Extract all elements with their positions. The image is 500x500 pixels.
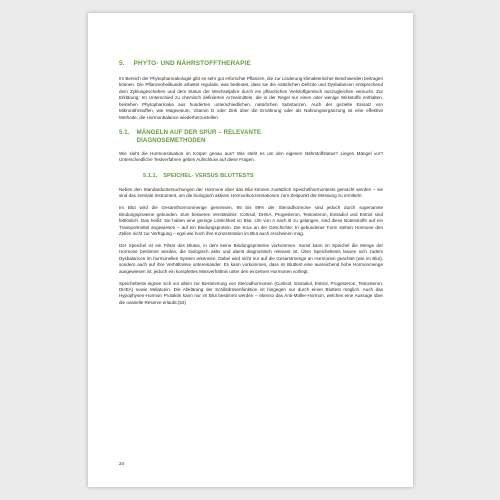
body-paragraph: Neben den Standarduntersuchungen der Hormone über das Blut können zusätzlich Speichelhormontests gemacht werden – sie sind das zentrale Instrument, um die biologisch aktiven Hormonkonzentrationen zum Zeitpunkt der Messung zu ermitteln. <box>119 186 383 199</box>
subsubsection-title: SPEICHEL- VERSUS BLUTTESTS <box>163 172 254 179</box>
subsection-heading <box>119 129 383 144</box>
subsubsection-heading <box>143 173 383 179</box>
section-number: 5. <box>119 60 125 67</box>
subsection-title-line-2: DIAGNOSEMETHODEN <box>136 136 206 144</box>
section-intro-paragraph: Im Bereich der Phytopharmakologie gibt es sehr gut erforschte Pflanzen, die zur Linderung klimakterischer Beschwerden beitragen können. Die Pflanzenheilkunde arbeitet regulativ, was bedeutet, dass sie die natürlichen Defizite und Dysbalancen entsprechend dem Zyklusgeschehen und dem Status der Wechseljahre durch ein pflanzliches Vielstoffgemisch auszugleichen versucht. Zur Erklärung: Im Unterschied zu chemisch definierten Arzneimitteln, die in der Regel nur einen oder wenige Wirkstoffe enthalten, bestehen Phytopharmaka aus hunderten unterschiedlichen, natürlichen Substanzen. Auch der gezielte Einsatz von Mikronährstoffen, wie Magnesium, Vitamin D oder Zink über die Ernährung oder als Nahrungsergänzung ist eine effektive Methode, die Hormonbalance wiederherzustellen. <box>119 76 383 120</box>
body-paragraph: Im Blut wird die Gesamthormonmenge gemessen. 95 bis 98% der Steroidhormone sind jedoch durch sogenannte Bindungsproteine gebunden. Zum besseren Verständnis: Cortisol, DHEA, Progesteron, Testosteron, Estradiol und Estriol sind fettlöslich. Das heißt: Sie haben eine geringe Löslichkeit im Blut. Um von A nach B zu gelangen, sind diese Botenstoffe auf ein Transportmittel angewiesen – auf ein Bindungsprotein. Die Krux an der Geschichte: In gebundener Form stehen Hormone den Zellen nicht zur Verfügung – egal wie hoch ihre Konzentration im Blut auch erscheinen mag. <box>119 205 383 236</box>
document-page <box>88 13 413 487</box>
subsection-number: 5.1. <box>119 129 130 137</box>
page-number: 24 <box>119 461 125 466</box>
subsection-title <box>137 129 261 144</box>
section-title: PHYTO- UND NÄHRSTOFFTHERAPIE <box>133 60 251 67</box>
section-heading <box>119 60 383 67</box>
body-paragraph: Der Speichel ist ein Filtrat des Blutes, in dem keine Bindungsproteine vorkommen. Somit kann im Speichel die Menge der Hormone bestimmt werden, die biologisch aktiv und damit diagnostisch relevant ist. Über Speicheltests lassen sich zudem Dysbalancen im hormonellen System erkennen. Dabei wird nicht nur auf die Gesamtmenge an Hormonen geachtet (wie im Blut), sondern auch auf ihre Verhältnisse untereinander. Es kann vorkommen, dass im Bluttest eine ausreichend hohe Hormonmenge ausgewiesen ist, jedoch ein komplettes Missverhältnis unter den einzelnen Hormonen vorliegt. <box>119 242 383 274</box>
body-paragraph: Speicheltests eignen sich vor allem zur Bestimmung von Steroidhormonen (Cortisol, Estradiol, Estriol, Progesteron, Testosteron, DHEA) sowie Melatonin. Die Abklärung der Schilddrüsenfunktion ist hingegen nur durch einen Bluttest möglich. Auch das Hypophysen-Hormon Prolaktin kann nur im Blut bestimmt werden – ebenso das Anti-Müller-Hormon, welches eine Aussage über die ovarielle Reserve erlaubt.(53) <box>119 280 383 305</box>
subsection-intro-paragraph: Wie sieht die Hormonsituation im Körper genau aus? Wie steht es um den eigenen Nährstoffstatus? Liegen Mängel vor? Unterschiedliche Testverfahren geben Aufschluss auf diese Fragen. <box>119 150 383 163</box>
subsection-title-line-1: MÄNGELN AUF DER SPUR – RELEVANTE <box>136 129 261 137</box>
subsubsection-number: 5.1.1. <box>143 172 158 179</box>
